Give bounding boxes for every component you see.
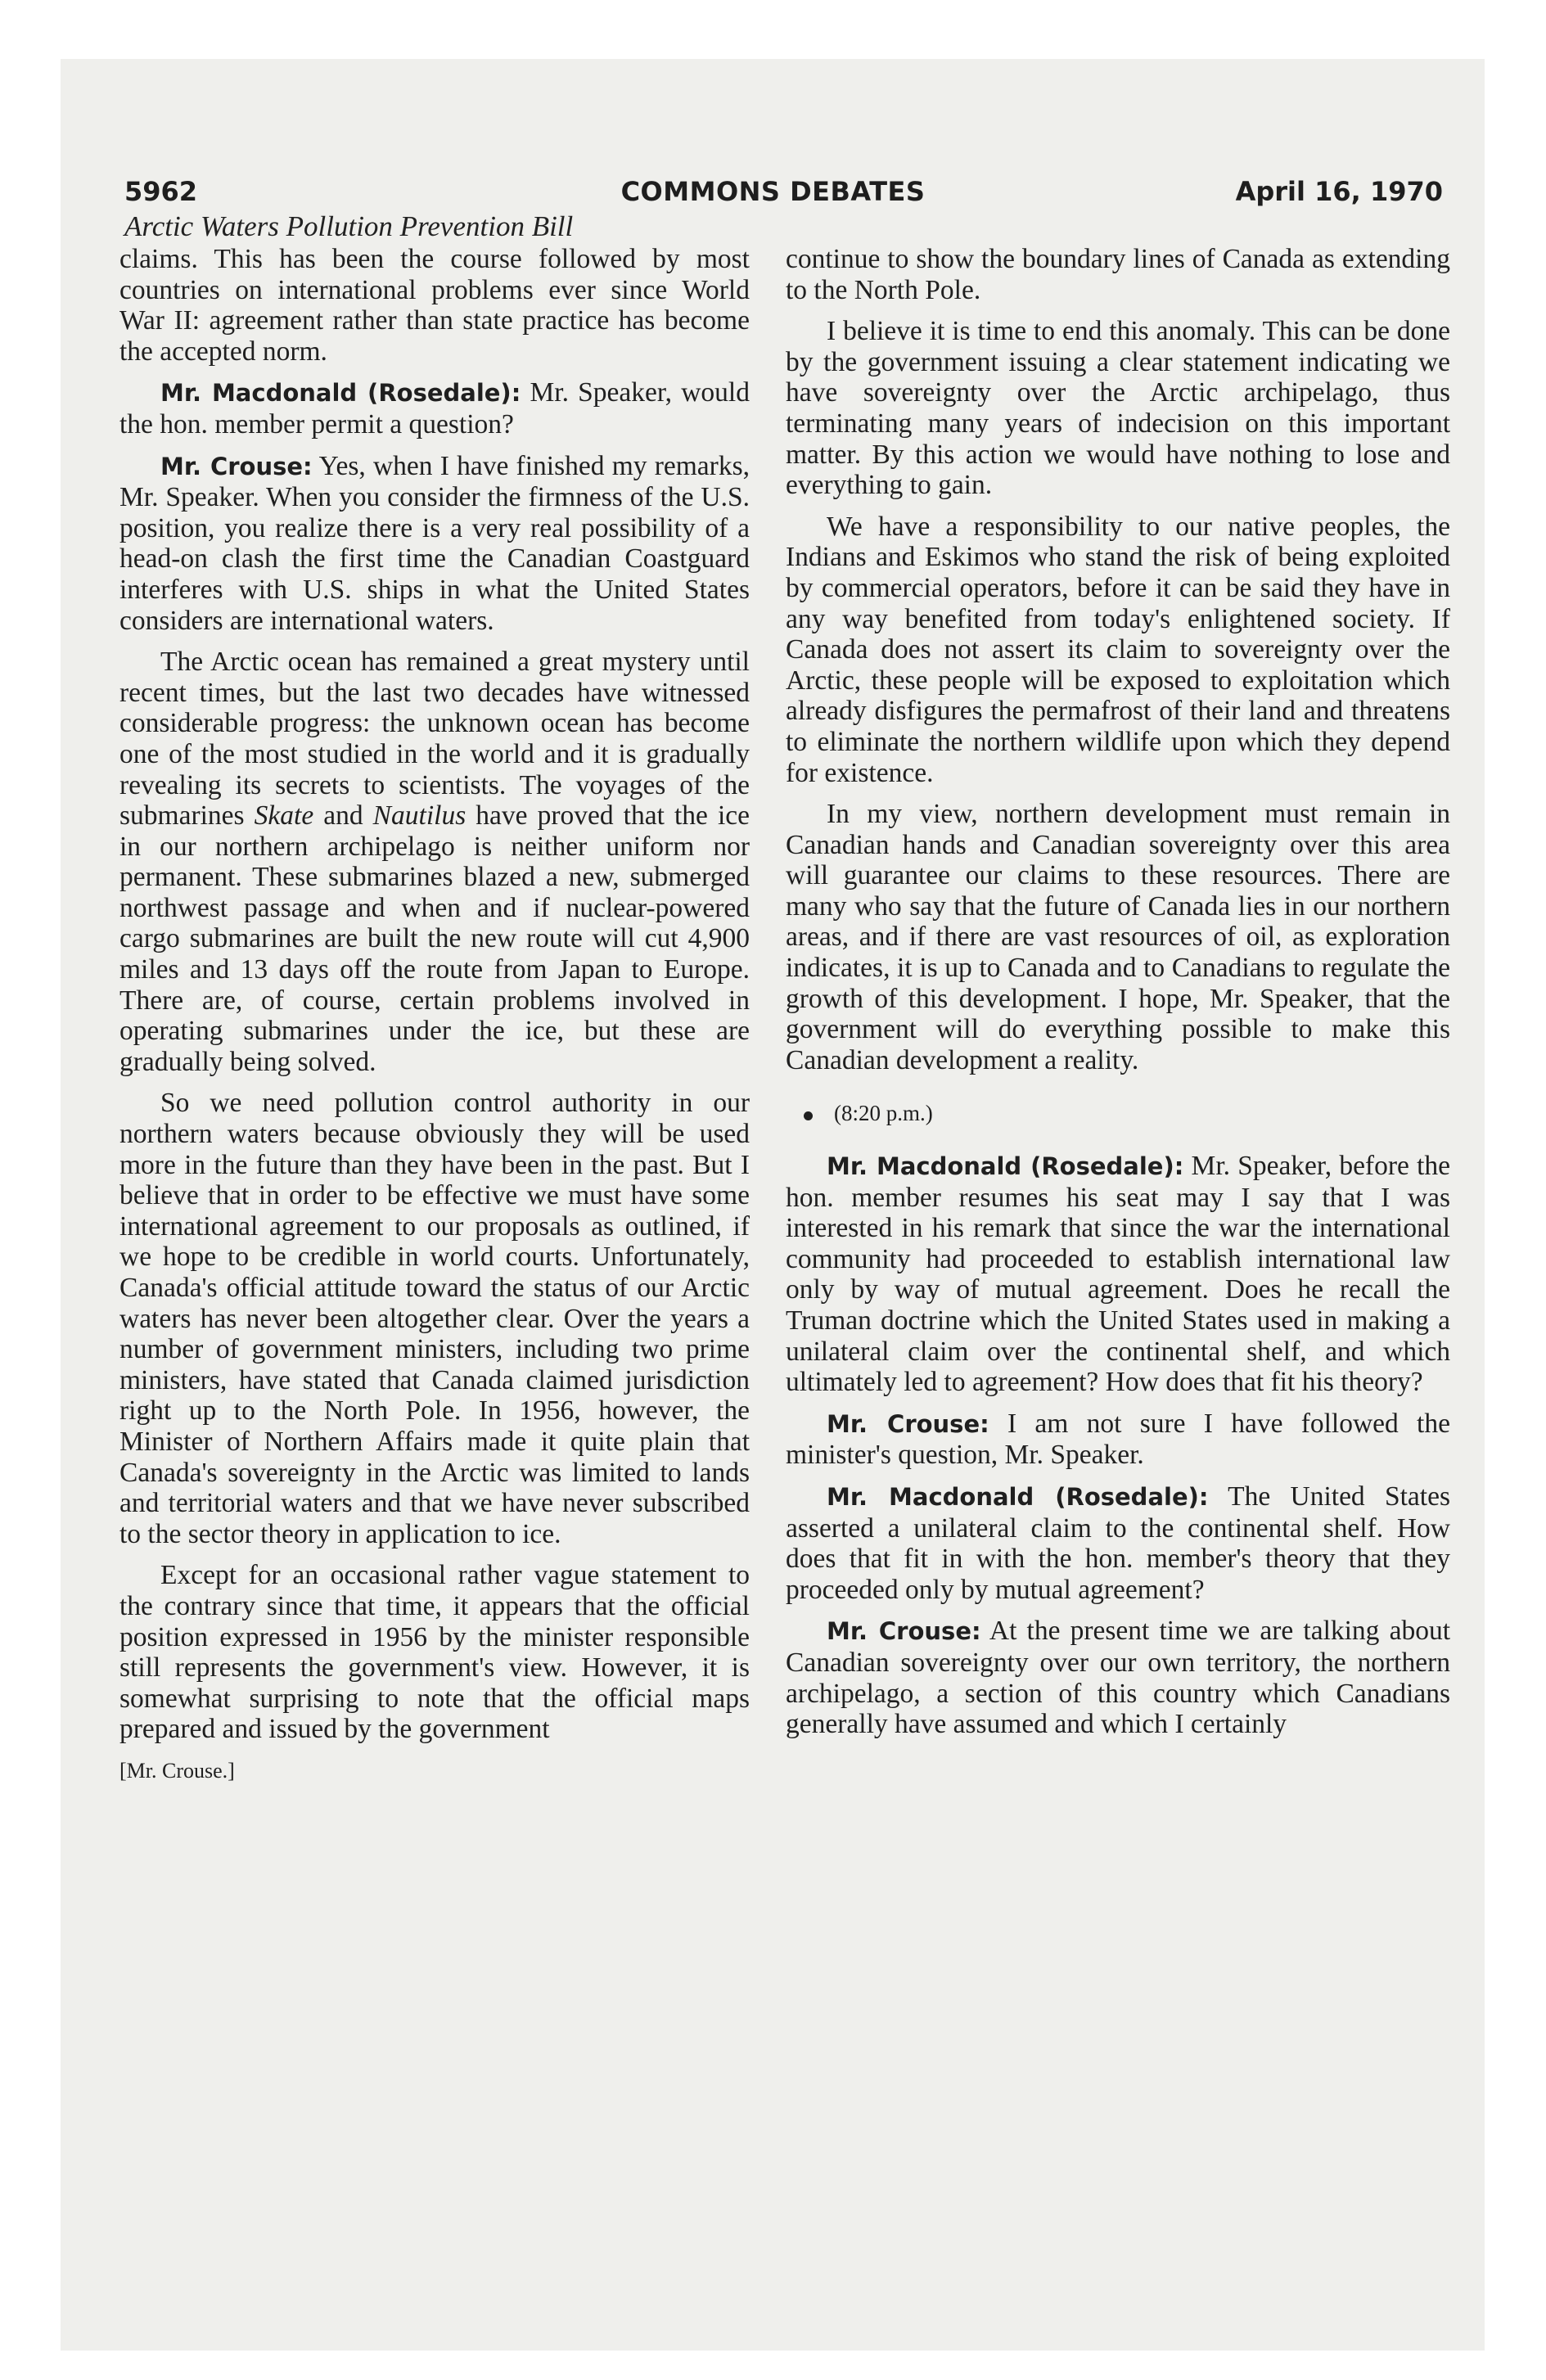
speech-text: The United States asserted a unilateral claim to the continental shelf. How does that fit in with the hon. member's theory that they proceeded only by mutual agreement? (786, 1481, 1450, 1605)
paragraph (786, 1151, 1450, 1398)
speech-text: Mr. Speaker, would the hon. member permit a question? (119, 377, 750, 439)
speech-text: have proved that the ice in our northern archipelago is neither uniform nor permanent. These submarines blazed a new, submerged northwest passage and when and if nuclear-powered cargo submarines are built the new route will cut 4,900 miles and 13 days off the route from Japan to Europe. There are, of course, certain problems involved in operating submarines under the ice, but these are gradually being solved. (119, 800, 750, 1077)
paragraph (786, 1409, 1450, 1471)
speaker-name: Mr. Macdonald (Rosedale): (827, 1482, 1209, 1511)
speaker-name: Mr. Crouse: (827, 1409, 989, 1438)
page-number: 5962 (124, 176, 198, 207)
paragraph: claims. This has been the course followed by most countries on international problems ever since World War II: agreement rather than state practice has become the accepted norm. (119, 244, 750, 367)
paragraph: We have a responsibility to our native peoples, the Indians and Eskimos who stand the risk of being exploited by commercial operators, before it can be said they have in any way benefited from today's enlightened society. If Canada does not assert its claim to sovereignty over the Arctic, these people will be exposed to exploitation which already disfigures the permafrost of their land and threatens to eliminate the northern wildlife upon which they depend for existence. (786, 511, 1450, 788)
timestamp-text: (8:20 p.m.) (834, 1101, 933, 1126)
speech-text: The Arctic ocean has remained a great mystery until recent times, but the last two decades have witnessed considerable progress: the unknown ocean has become one of the most studied in the world and it is gradually revealing its secrets to scientists. The voyages of the submarines (119, 647, 750, 832)
timestamp (804, 1098, 1450, 1129)
publication-title: COMMONS DEBATES (620, 176, 926, 207)
submarine-name: Skate (254, 800, 314, 832)
paragraph (119, 377, 750, 439)
speech-text: Yes, when I have finished my remarks, Mr. Speaker. When you consider the firmness of the U.S. position, you realize there is a very real possibility of a head-on clash the first time the Canadian Coastguard interferes with U.S. ships in what the United States considers are international waters. (119, 450, 750, 636)
speaker-name: Mr. Crouse: (160, 452, 313, 480)
right-column (786, 244, 1450, 1751)
speaker-name: Mr. Macdonald (Rosedale): (160, 379, 521, 408)
paragraph (119, 451, 750, 637)
speaker-attribution: [Mr. Crouse.] (119, 1758, 235, 1783)
speech-text: At the present time we are talking about Canadian sovereignty over our own territory, the northern archipelago, a section of this country which Canadians generally have assumed and which I certainly (786, 1616, 1450, 1740)
speaker-name: Mr. Crouse: (827, 1617, 981, 1646)
submarine-name: Nautilus (372, 800, 467, 832)
speech-text: and (313, 800, 373, 832)
paragraph: I believe it is time to end this anomaly. This can be done by the government issuing a clear statement indicating we have sovereignty over the Arctic archipelago, thus terminating many years of indecision on this important matter. By this action we would have nothing to lose and everything to gain. (786, 316, 1450, 501)
paragraph: Except for an occasional rather vague statement to the contrary since that time, it appears that the official position expressed in 1956 by the minister responsible still represents the government's view. However, it is somewhat surprising to note that the official maps prepared and issued by the government (119, 1560, 750, 1745)
bullet-icon (804, 1111, 813, 1120)
paragraph: In my view, northern development must remain in Canadian hands and Canadian sovereignty over this area will guarantee our claims to these resources. There are many who say that the future of Canada lies in our northern areas, and if there are vast resources of oil, as exploration indicates, it is up to Canada and to Canadians to regulate the growth of this development. I hope, Mr. Speaker, that the government will do everything possible to make this Canadian development a reality. (786, 799, 1450, 1075)
left-column (119, 244, 750, 1787)
page-date: April 16, 1970 (1235, 176, 1443, 207)
paragraph (119, 647, 750, 1077)
paragraph: continue to show the boundary lines of Canada as extending to the North Pole. (786, 244, 1450, 305)
speech-text: Mr. Speaker, before the hon. member resumes his seat may I say that I was interested in his remark that since the war the international community had proceeded to establish international law only by way of mutual agreement. Does he recall the Truman doctrine which the United States used in making a unilateral claim over the continental shelf, and which ultimately led to agreement? How does that fit his theory? (786, 1151, 1450, 1398)
bill-title: Arctic Waters Pollution Prevention Bill (124, 210, 574, 242)
paragraph (786, 1616, 1450, 1739)
speech-text: I am not sure I have followed the minister's question, Mr. Speaker. (786, 1408, 1450, 1471)
paragraph (786, 1481, 1450, 1605)
paragraph: So we need pollution control authority in our northern waters because obviously they will be used more in the future than they have been in the past. But I believe that in order to be effective we must have some international agreement to our proposals as outlined, if we hope to be credible in world courts. Unfortunately, Canada's official attitude toward the status of our Arctic waters has never been altogether clear. Over the years a number of government ministers, including two prime ministers, have stated that Canada claimed jurisdiction right up to the North Pole. In 1956, however, the Minister of Northern Affairs made it quite plain that Canada's sovereignty in the Arctic was limited to lands and territorial waters and that we have never subscribed to the sector theory in application to ice. (119, 1088, 750, 1549)
speaker-name: Mr. Macdonald (Rosedale): (827, 1152, 1184, 1181)
